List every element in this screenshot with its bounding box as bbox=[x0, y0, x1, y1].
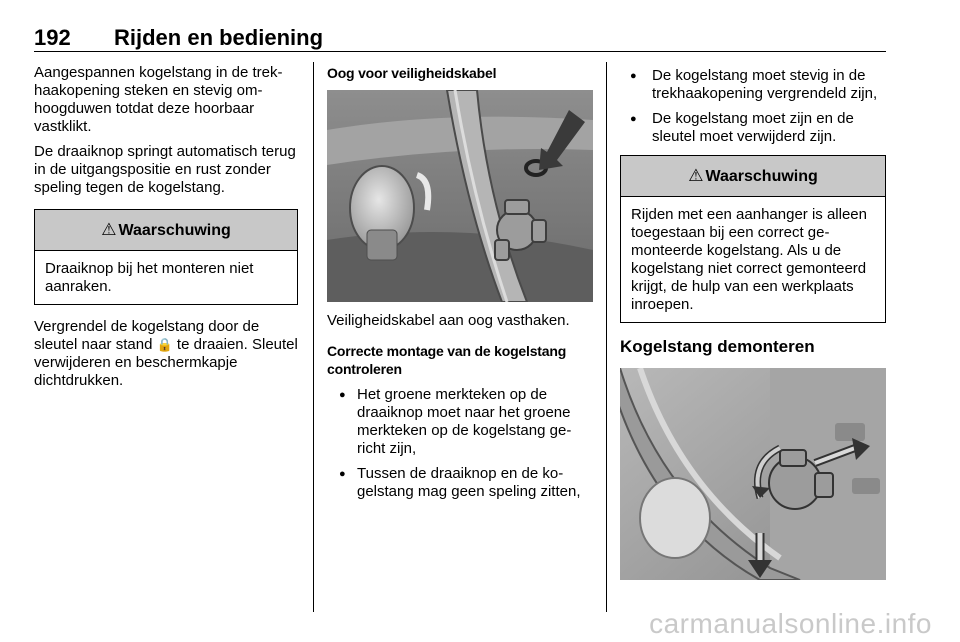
list-item: ● De kogelstang moet stevig in de trekhaakopening vergrendeld zijn, bbox=[620, 67, 886, 103]
warning-heading: Waarschuwing bbox=[705, 168, 818, 185]
watermark: carmanualsonline.info bbox=[649, 608, 932, 639]
warning-box bbox=[34, 209, 298, 305]
list-item: ● De kogelstang moet zijn en de sleutel moet verwijderd zijn. bbox=[620, 110, 886, 146]
warning-triangle-icon: ⚠ bbox=[101, 220, 117, 239]
instruction-paragraph: Vergrendel de kogelstang door de sleutel naar stand 🔒 te draaien. Sleutel verwijderen en beschermkapje dichtdrukken. bbox=[34, 318, 298, 389]
running-title: Rijden en bediening bbox=[114, 25, 324, 50]
instruction-paragraph: De draaiknop springt automatisch terug in de uitgangspositie en rust zonder speling tegen de kogelstang. bbox=[34, 143, 296, 196]
page-header bbox=[34, 25, 886, 52]
page-number: 192 bbox=[34, 25, 71, 50]
section-subheading: Correcte montage van de kogelstang controleren bbox=[327, 343, 567, 377]
check-list bbox=[327, 386, 593, 501]
column-right bbox=[620, 64, 886, 590]
figure-caption: Veiligheidskabel aan oog vasthaken. bbox=[327, 312, 570, 329]
warning-box bbox=[620, 155, 886, 323]
warning-heading: Waarschuwing bbox=[118, 222, 231, 239]
section-heading: Kogelstang demonteren bbox=[620, 337, 815, 356]
safety-cable-eye-photo bbox=[327, 90, 593, 302]
column-left bbox=[34, 64, 298, 397]
list-item: ● Tussen de draaiknop en de kogelstang mag geen speling zitten, bbox=[327, 465, 593, 501]
warning-triangle-icon: ⚠ bbox=[688, 166, 704, 185]
section-heading: Oog voor veiligheidskabel bbox=[327, 65, 497, 81]
column-divider bbox=[606, 62, 607, 612]
check-list bbox=[620, 67, 886, 146]
list-item: ● Het groene merkteken op de draaiknop moet naar het groene merkteken op de kogelstang gericht zijn, bbox=[327, 386, 593, 458]
instruction-paragraph: Aangespannen kogelstang in de trekhaakopening steken en stevig omhoogduwen totdat deze hoorbaar vastklikt. bbox=[34, 64, 283, 135]
warning-header bbox=[35, 210, 297, 251]
towbar-removal-photo bbox=[620, 368, 886, 580]
column-middle bbox=[327, 64, 593, 508]
lock-icon: 🔒 bbox=[156, 337, 173, 352]
warning-text: Draaiknop bij het monteren niet aanraken. bbox=[45, 260, 254, 295]
column-divider bbox=[313, 62, 314, 612]
warning-header bbox=[621, 156, 885, 197]
warning-text: Rijden met een aanhanger is alleen toegestaan bij een correct gemonteerde kogelstang. Als u de kogelstang niet correct gemonteerd krijgt, de hulp van een werkplaats inroepen. bbox=[631, 206, 867, 313]
